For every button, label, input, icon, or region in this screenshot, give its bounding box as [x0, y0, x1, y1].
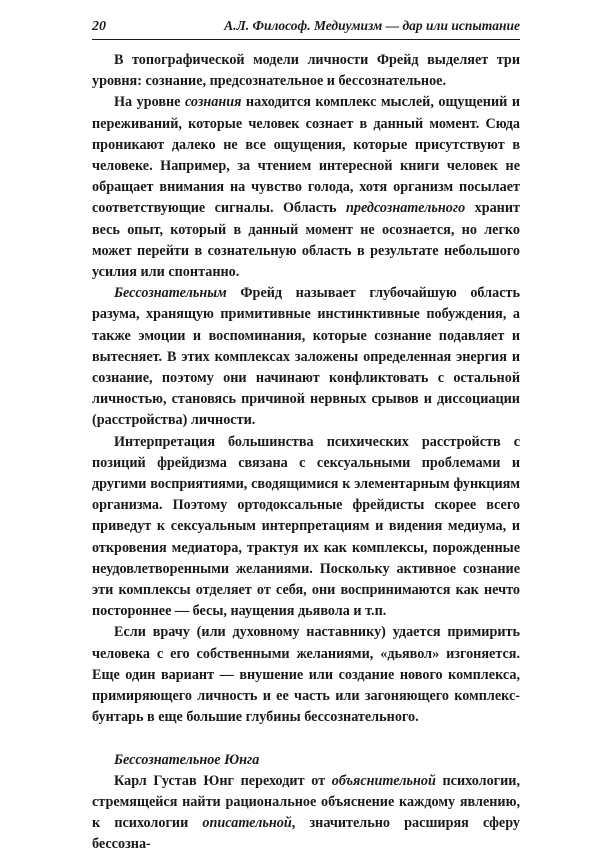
paragraph-4: Интерпретация большинства психических расстройств с позиций фрейдизма связана с сексуальными проблемами и другими восприятиями, сводящимися к элементарным функциям организма. Поэтому ортодоксальные фрейдисты скорее всего приведут к сексуальным интерпретациям и видения медиума, и откровения медиатора, трактуя их как комплексы, порожденные неудовлетворенными желаниями. Поскольку активное сознание эти комплексы отделяет от себя, они воспринимаются как нечто постороннее — бесы, наущения дьявола и т.п.: [92, 433, 520, 620]
term-preconscious: предсознательного: [345, 200, 466, 217]
paragraph-2: На уровне сознания находится комплекс мыслей, ощущений и переживаний, которые человек сознает в данный момент. Сюда проникают далеко не все ощущения, которые присутствуют в человеке. Например, за чтением интересной книги человек не обращает внимания на чувство голода, хотя организм посылает соответствующие сигналы. Область предсознательного хранит весь опыт, который в данный момент не осознается, но легко может перейти в сознательную область в результате небольшого усилия или спонтанно.: [92, 94, 520, 281]
term-explanatory: объяснительной: [331, 772, 436, 789]
term-consciousness: сознания: [184, 94, 242, 111]
running-title: А.Л. Философ. Медиумизм — дар или испытание: [224, 18, 520, 33]
section-subheading: Бессознательное Юнга: [114, 751, 260, 768]
paragraph-5: Если врачу (или духовному наставнику) удается примирить человека с его собственными желаниями, «дьявол» изгоняется. Еще один вариант — внушение или создание нового комплекса, примиряющего личность и ее часть или загоняющего комплекс-бунтарь в еще большие глубины бессознательного.: [92, 624, 520, 726]
body-text: [92, 50, 520, 856]
header-rule: [92, 39, 520, 40]
paragraph-1: В топографической модели личности Фрейд выделяет три уровня: сознание, предсознательное и бессознательное.: [92, 52, 520, 90]
running-head: [92, 18, 520, 38]
paragraph-6: Карл Густав Юнг переходит от объяснительной психологии, стремящейся найти рациональное объяснение каждому явлению, к психологии описательной, значительно расширяя сферу бессозна-: [92, 772, 521, 853]
paragraph-3: Бессознательным Фрейд называет глубочайшую область разума, хранящую примитивные инстинктивные побуждения, а также эмоции и воспоминания, которые сознание подавляет и вытесняет. В этих комплексах заложены определенная энергия и сознание, поэтому они начинают конфликтовать с остальной личностью, становясь причиной нервных срывов и диссоциации (расстройства) личности.: [92, 285, 520, 429]
term-unconscious: Бессознательным: [114, 285, 227, 302]
term-descriptive: описательной: [202, 815, 292, 832]
page-number: 20: [92, 19, 106, 34]
